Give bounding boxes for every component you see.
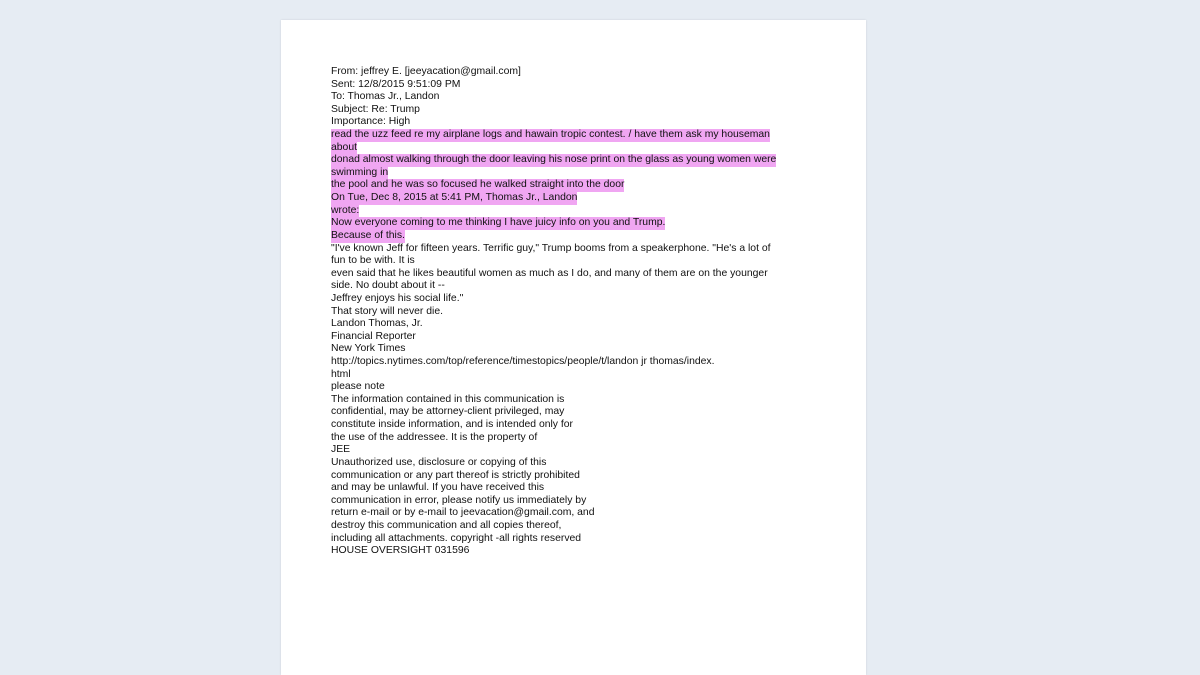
highlighted-text: wrote:: [331, 204, 360, 216]
document-line: [331, 419, 831, 432]
highlighted-text: read the uzz feed re my airplane logs and hawain tropic contest. / have them ask my houseman: [331, 129, 770, 141]
document-line: [331, 495, 831, 508]
highlighted-text: swimming in: [331, 166, 389, 178]
line-text: communication in error, please notify us immediately by: [331, 494, 587, 506]
line-text: That story will never die.: [331, 305, 444, 317]
document-line: [331, 306, 831, 319]
line-text: Financial Reporter: [331, 330, 416, 342]
document-line: [331, 318, 831, 331]
line-text: HOUSE OVERSIGHT 031596: [331, 545, 470, 557]
document-page: [281, 20, 866, 675]
document-line: [331, 507, 831, 520]
document-line: [331, 520, 831, 533]
document-line: [331, 179, 831, 192]
line-text: return e-mail or by e-mail to jeevacation@gmail.com, and: [331, 507, 595, 519]
line-text: communication or any part thereof is strictly prohibited: [331, 469, 580, 481]
line-text: html: [331, 368, 351, 380]
document-line: [331, 432, 831, 445]
document-line: [331, 343, 831, 356]
line-text: Subject: Re: Trump: [331, 103, 420, 115]
document-line: [331, 381, 831, 394]
document-line: [331, 79, 831, 92]
document-line: [331, 356, 831, 369]
document-line: [331, 369, 831, 382]
document-line: [331, 331, 831, 344]
document-line: [331, 280, 831, 293]
highlighted-text: Now everyone coming to me thinking I have juicy info on you and Trump.: [331, 217, 666, 229]
document-line: [331, 142, 831, 155]
line-text: JEE: [331, 444, 351, 456]
line-text: even said that he likes beautiful women as much as I do, and many of them are on the younger: [331, 267, 768, 279]
document-line: [331, 255, 831, 268]
line-text: Importance: High: [331, 116, 411, 128]
document-line: [331, 482, 831, 495]
document-line: [331, 167, 831, 180]
document-line: [331, 154, 831, 167]
line-text: From: jeffrey E. [jeeyacation@gmail.com]: [331, 66, 521, 77]
document-line: [331, 230, 831, 243]
line-text: Sent: 12/8/2015 9:51:09 PM: [331, 78, 461, 90]
document-line: [331, 406, 831, 419]
document-line: [331, 243, 831, 256]
line-text: the use of the addressee. It is the property of: [331, 431, 538, 443]
line-text: side. No doubt about it --: [331, 280, 445, 292]
line-text: Landon Thomas, Jr.: [331, 318, 423, 330]
line-text: fun to be with. It is: [331, 255, 415, 267]
document-line: [331, 66, 831, 79]
line-text: constitute inside information, and is intended only for: [331, 419, 574, 431]
highlighted-text: the pool and he was so focused he walked straight into the door: [331, 179, 625, 191]
line-text: destroy this communication and all copies thereof,: [331, 519, 562, 531]
line-text: and may be unlawful. If you have received this: [331, 482, 545, 494]
highlighted-text: On Tue, Dec 8, 2015 at 5:41 PM, Thomas Jr., Landon: [331, 192, 578, 204]
line-text: confidential, may be attorney-client privileged, may: [331, 406, 565, 418]
document-line: [331, 444, 831, 457]
line-text: To: Thomas Jr., Landon: [331, 91, 440, 103]
document-line: [331, 116, 831, 129]
line-text: "I've known Jeff for fifteen years. Terrific guy," Trump booms from a speakerphone. "He's a lot of: [331, 242, 771, 254]
highlighted-text: donad almost walking through the door leaving his nose print on the glass as young women were: [331, 154, 777, 166]
line-text: Unauthorized use, disclosure or copying of this: [331, 456, 547, 468]
line-text: The information contained in this communication is: [331, 393, 565, 405]
line-text: including all attachments. copyright -all rights reserved: [331, 532, 582, 544]
document-line: [331, 91, 831, 104]
document-line: [331, 394, 831, 407]
document-line: [331, 470, 831, 483]
email-text-body: [331, 66, 831, 558]
document-line: [331, 217, 831, 230]
document-line: [331, 533, 831, 546]
document-line: [331, 293, 831, 306]
line-text: please note: [331, 381, 385, 393]
line-text: Jeffrey enjoys his social life.": [331, 292, 464, 304]
line-text: http://topics.nytimes.com/top/reference/timestopics/people/t/landon jr thomas/index.: [331, 356, 715, 368]
line-text: New York Times: [331, 343, 406, 355]
highlighted-text: Because of this.: [331, 229, 405, 241]
document-line: [331, 268, 831, 281]
highlighted-text: about: [331, 141, 358, 153]
document-line: [331, 457, 831, 470]
document-line: [331, 205, 831, 218]
document-line: [331, 545, 831, 558]
document-line: [331, 192, 831, 205]
document-line: [331, 129, 831, 142]
document-line: [331, 104, 831, 117]
